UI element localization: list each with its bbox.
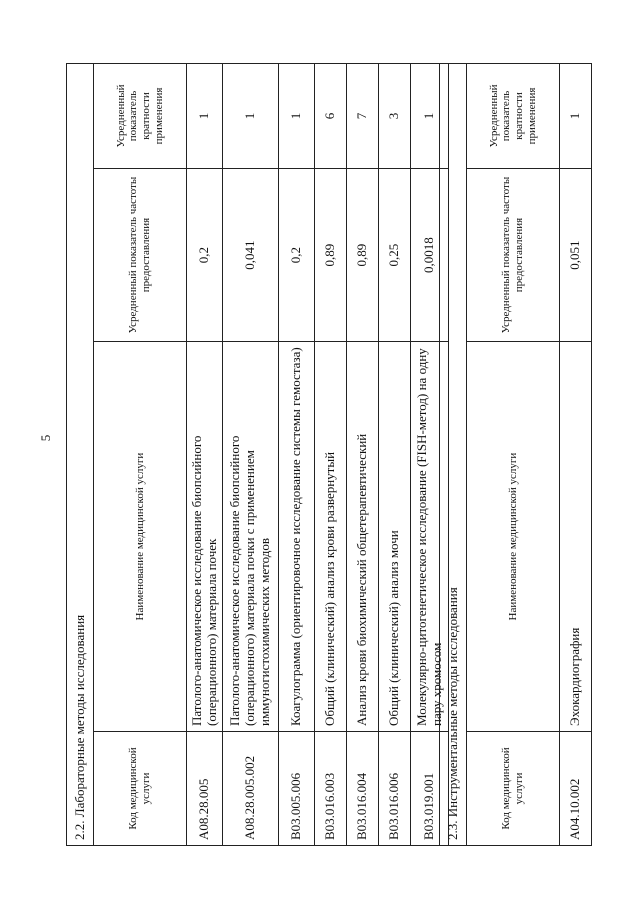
multiplicity-value: 1: [411, 64, 449, 169]
frequency-value: 0,2: [187, 168, 223, 341]
frequency-value: 0,051: [560, 168, 592, 341]
multiplicity-value: 1: [560, 64, 592, 169]
table-row: [187, 64, 223, 846]
service-code: A08.28.005: [187, 732, 223, 846]
service-name: Общий (клинический) анализ мочи: [379, 342, 411, 732]
frequency-value: 0,0018: [411, 168, 449, 341]
header-name: Наименование медицинской услуги: [94, 342, 187, 732]
header-frequency: Усредненный показатель частоты предоставления: [467, 168, 560, 341]
table-header: [467, 64, 560, 846]
multiplicity-value: 7: [347, 64, 379, 169]
frequency-value: 0,89: [315, 168, 347, 341]
service-name: Патолого-анатомическое исследование биопсийного (операционного) материала почек: [187, 342, 223, 732]
service-name: Эхокардиография: [560, 342, 592, 732]
service-code: B03.016.003: [315, 732, 347, 846]
header-frequency: Усредненный показатель частоты предоставления: [94, 168, 187, 341]
header-multiplicity: Усредненный показатель кратности применения: [467, 64, 560, 169]
header-multiplicity: Усредненный показатель кратности применения: [94, 64, 187, 169]
service-code: B03.016.006: [379, 732, 411, 846]
service-name: Анализ крови биохимический общетерапевтический: [347, 342, 379, 732]
table-header: [94, 64, 187, 846]
lab-methods-table: [66, 63, 449, 846]
frequency-value: 0,25: [379, 168, 411, 341]
multiplicity-value: 6: [315, 64, 347, 169]
service-code: B03.016.004: [347, 732, 379, 846]
frequency-value: 0,89: [347, 168, 379, 341]
service-code: A08.28.005.002: [223, 732, 279, 846]
instrumental-methods-table: [439, 63, 592, 846]
header-code: Код медицинской услуги: [467, 732, 560, 846]
service-code: A04.10.002: [560, 732, 592, 846]
service-code: B03.019.001: [411, 732, 449, 846]
service-name: Молекулярно-цитогенетическое исследование (FISH-метод) на одну пару хромосом: [411, 342, 449, 732]
frequency-value: 0,041: [223, 168, 279, 341]
table-row: [279, 64, 315, 846]
service-name: Патолого-анатомическое исследование биопсийного (операционного) материала почки с применением иммуногистохимических методов: [223, 342, 279, 732]
header-name: Наименование медицинской услуги: [467, 342, 560, 732]
multiplicity-value: 1: [279, 64, 315, 169]
service-name: Общий (клинический) анализ крови развернутый: [315, 342, 347, 732]
service-code: B03.005.006: [279, 732, 315, 846]
table-row: [379, 64, 411, 846]
multiplicity-value: 1: [223, 64, 279, 169]
section-title: 2.3. Инструментальные методы исследования: [440, 64, 467, 846]
table-row: [560, 64, 592, 846]
table-row: [315, 64, 347, 846]
page-number: 5: [38, 434, 53, 442]
frequency-value: 0,2: [279, 168, 315, 341]
multiplicity-value: 1: [187, 64, 223, 169]
table-row: [347, 64, 379, 846]
section-title: 2.2. Лабораторные методы исследования: [67, 64, 94, 846]
table-row: [223, 64, 279, 846]
service-name: Коагулограмма (ориентировочное исследование системы гемостаза): [279, 342, 315, 732]
header-code: Код медицинской услуги: [94, 732, 187, 846]
multiplicity-value: 3: [379, 64, 411, 169]
